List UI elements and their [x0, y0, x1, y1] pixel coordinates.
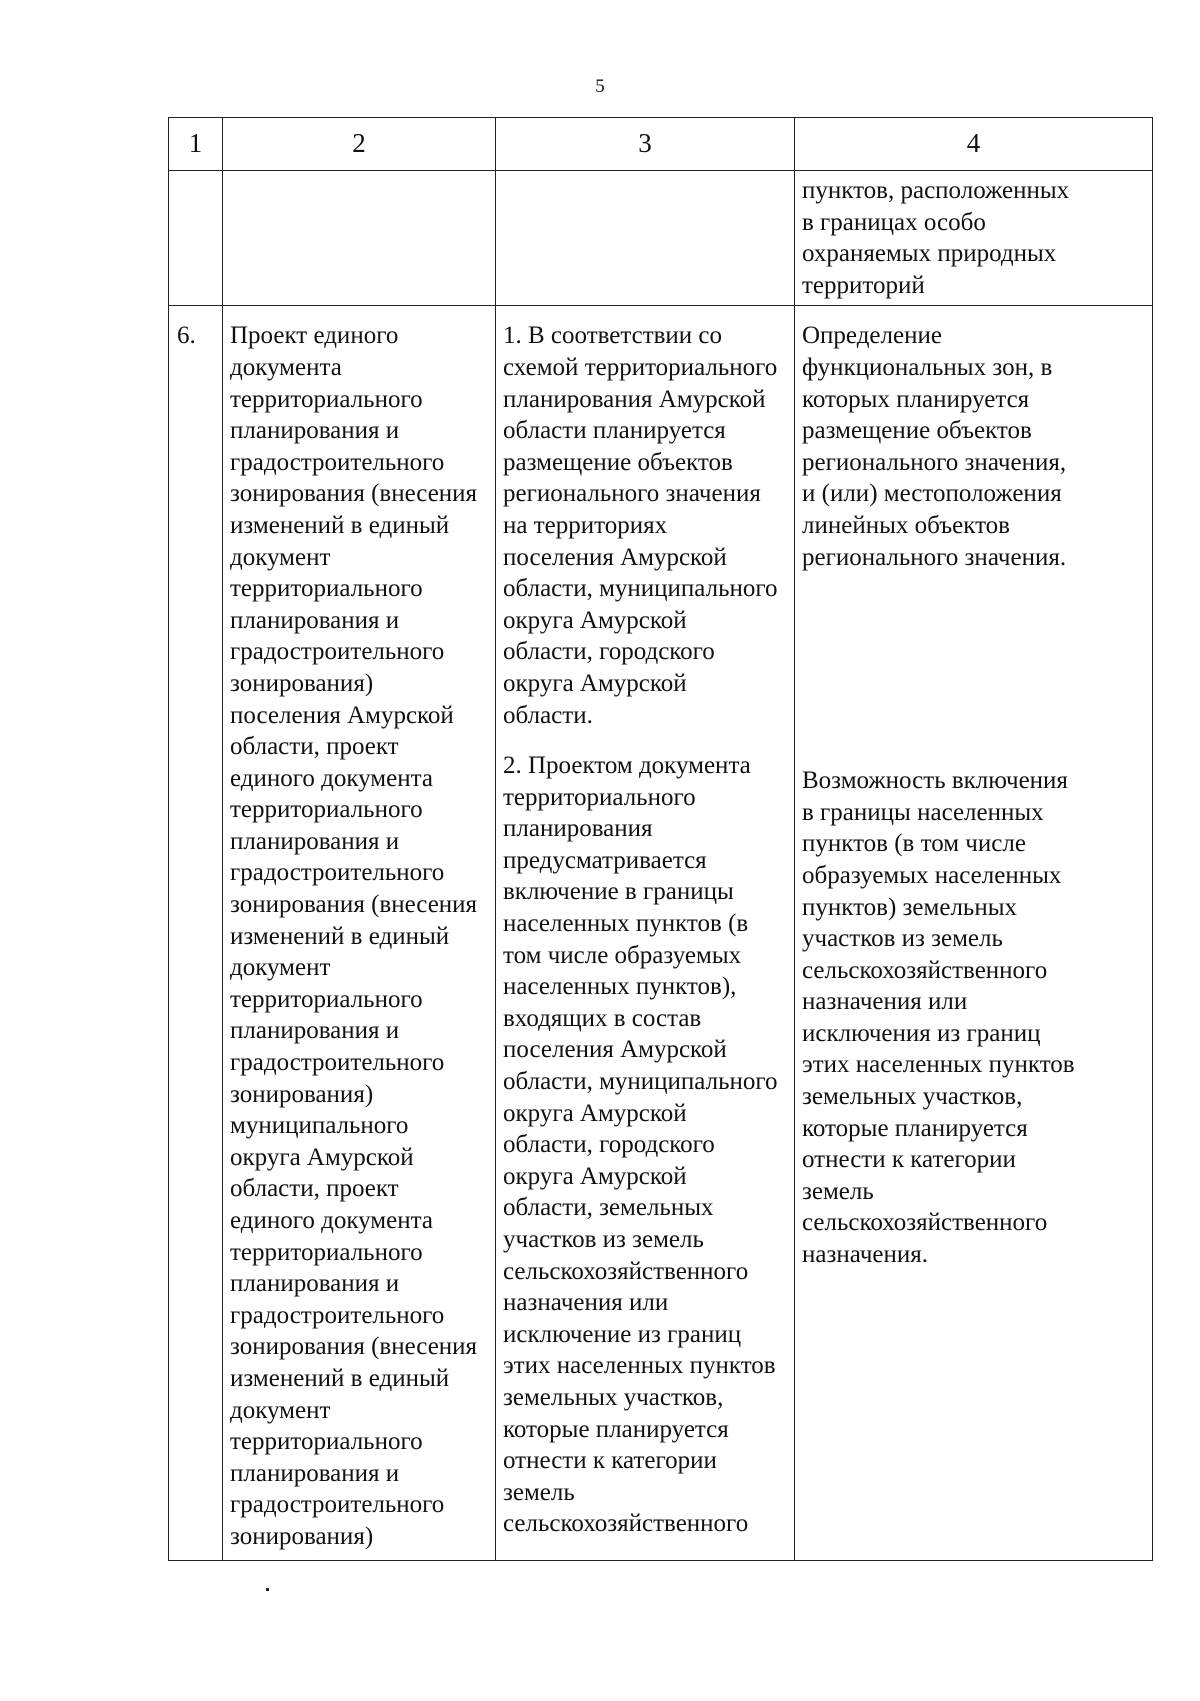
row6-number: 6. [169, 306, 223, 1561]
header-col-4: 4 [795, 118, 1153, 171]
cont-cell-col4 [795, 171, 1153, 306]
row6-col3 [496, 306, 795, 1561]
table-header-row [169, 118, 1153, 171]
row6-col3-item1: 1. В соответствии со схемой территориального планирования Амурской области планируется размещение объектов регионального значения на территориях поселения Амурской области, муниципального округа Амурской области, городского округа Амурской области. [503, 322, 778, 729]
cont-cell-col3 [496, 171, 795, 306]
row6-col4-spacer [802, 573, 1145, 765]
cont-cell-col2 [223, 171, 496, 306]
document-table [168, 117, 1153, 1561]
cont-cell-col1 [169, 171, 223, 306]
table-row-continuation [169, 171, 1153, 306]
row6-col2-text: Проект единого документа территориального планирования и градостроительного зонирования (внесения изменений в единый документ территориального планирования и градостроительного зонирования) поселения Амурской области, проект единого документа территориального планирования и градостроительного зонирования (внесения изменений в единый документ территориального планирования и градостроительного зонирования) муниципального округа Амурской области, проект единого документа территориального планирования и градостроительного зонирования (внесения изменений в единый документ территориального планирования и градостроительного зонирования) [230, 322, 478, 1550]
header-col-1: 1 [169, 118, 223, 171]
row6-col3-item2: 2. Проектом документа территориального планирования предусматривается включение в границы населенных пунктов (в том числе образуемых населенных пунктов), входящих в состав поселения Амурской области, муниципального округа Амурской области, городского округа Амурской области, земельных участков из земель сельскохозяйственного назначения или исключение из границ этих населенных пунктов земельных участков, которые планируется отнести к категории земель сельскохозяйственного [503, 752, 778, 1538]
row6-col2 [223, 306, 496, 1561]
header-col-3: 3 [496, 118, 795, 171]
header-col-2: 2 [223, 118, 496, 171]
row6-col4 [795, 306, 1153, 1561]
table-row-6 [169, 306, 1153, 1561]
row6-col4-item1: Определение функциональных зон, в которых планируется размещение объектов регионального значения, и (или) местоположения линейных объектов регионального значения. [802, 322, 1067, 571]
stray-dot-mark [266, 1588, 269, 1591]
row6-col3-gap [503, 731, 787, 750]
cont-col4-text: пунктов, расположенных в границах особо охраняемых природных территорий [802, 177, 1070, 299]
page-number: 5 [595, 76, 605, 97]
row6-col4-item2: Возможность включения в границы населенных пунктов (в том числе образуемых населенных пунктов) земельных участков из земель сельскохозяйственного назначения или исключения из границ этих населенных пунктов земельных участков, которые планируется отнести к категории земель сельскохозяйственного назначения. [802, 767, 1075, 1269]
